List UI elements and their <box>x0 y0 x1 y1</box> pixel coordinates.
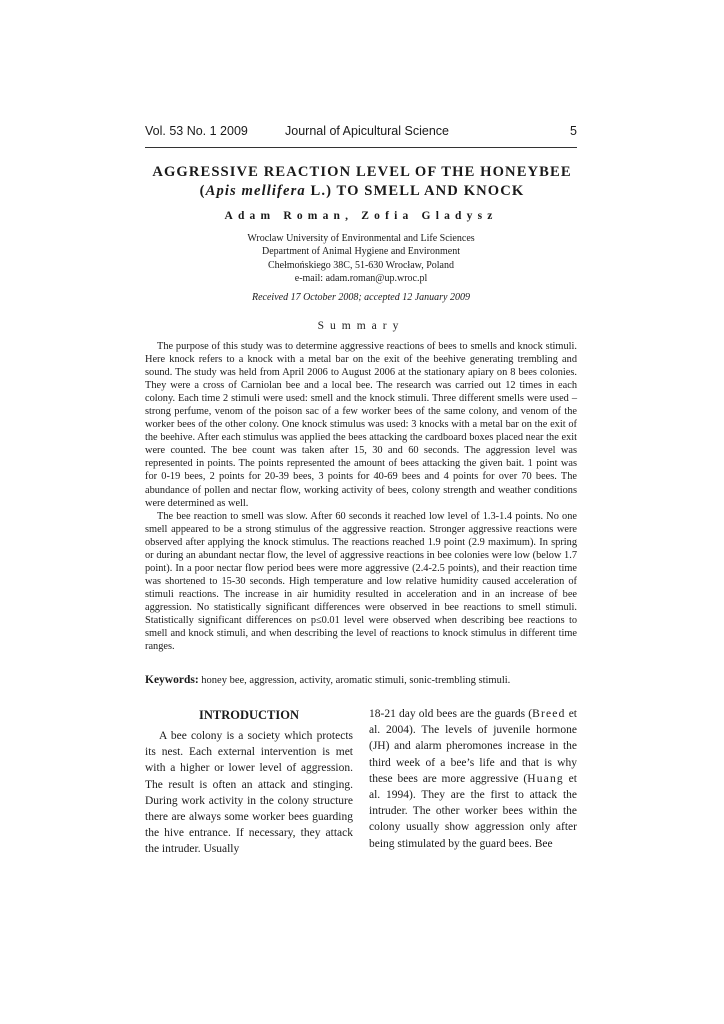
citation-huang: Huang <box>527 772 564 785</box>
keywords <box>145 674 577 686</box>
species-name: Apis mellifera <box>205 183 306 199</box>
introduction-continuation <box>369 706 577 852</box>
article-title <box>120 163 604 201</box>
title-paren: ( <box>199 183 206 199</box>
affiliation-university: Wroclaw University of Environmental and Life Sciences <box>247 233 475 244</box>
received-dates: Received 17 October 2008; accepted 12 January 2009 <box>252 292 470 303</box>
affiliation-address: Chełmońskiego 38C, 51-630 Wrocław, Poland <box>268 259 454 271</box>
volume-info: Vol. 53 No. 1 2009 <box>145 124 248 138</box>
intro-text-2: et al. 2004). The levels of juvenile hormone (JH) and alarm pheromones increase in the third week of a bee’s life and that is why these bees are more aggressive ( <box>369 708 577 785</box>
abstract-paragraph-2: The bee reaction to smell was slow. After 60 seconds it reached low level of 1.3-1.4 points. No one smell appeared to be a strong stimulus of the aggressive reaction. Stronger aggressive reactions were observed after applying the knock stimulus. The reactions reached 1.9 point (2.9 maximum). In spring or during an abundant nectar flow, the level of aggressive reactions in bee colonies were low (below 1.7 point). In a poor nectar flow period bees were more aggressive (2.4-2.5 points), and their reaction time was shortened to 15-30 seconds. High temperature and low relative humidity caused acceleration of stimuli reactions. The increase in air humidity resulted in acceleration and in an increase of bee aggression. No statistically significant differences were observed in bee reactions to smell stimuli. Statistically significant differences on p≤0.01 level were observed when describing bee reactions to smell and knock stimuli, and when describing the level of reactions to knock stimulus in different time ranges. <box>145 510 577 653</box>
citation-breed: Breed <box>532 708 566 720</box>
journal-name: Journal of Apicultural Science <box>285 124 449 138</box>
column-right <box>369 706 577 852</box>
title-line-2 <box>120 182 604 201</box>
author-list: Adam Roman, Zofia Gladysz <box>224 210 498 222</box>
title-line-1: AGGRESSIVE REACTION LEVEL OF THE HONEYBEE <box>152 164 572 180</box>
abstract <box>145 340 577 653</box>
column-left <box>145 706 353 858</box>
introduction-paragraph: A bee colony is a society which protects its nest. Each external intervention is met with a higher or lower level of aggression. The result is often an attack and stinging. During work activity in the colony structure there are always some worker bees guarding the hive entrance. If necessary, they attack the intruder. Usually <box>145 730 353 856</box>
intro-text-3: et al. 1994). They are the first to attack the intruder. The other worker bees within the colony usually show aggression only after being stimulated by the guard bees. Bee <box>369 772 577 850</box>
introduction-heading: INTRODUCTION <box>198 708 299 722</box>
keywords-label: Keywords: <box>145 674 199 686</box>
abstract-paragraph-1: The purpose of this study was to determine aggressive reactions of bees to smells and knock stimuli. Here knock refers to a knock with a metal bar on the exit of the beehive generating trembling and sound. The study was held from April 2006 to August 2006 at the stationary apiary on 8 bees colonies. They were a cross of Carniolan bee and a local bee. The research was carried out 12 times in each colony. Each time 2 stimuli were used: smell and the knock stimuli. Three different smells were used – strong perfume, venom of the poison sac of a few worker bees of the same colony, and venom of the worker bees of the other colony. One knock stimulus was used: 3 knocks with a metal bar on the exit of the beehive. After each stimulus was applied the bees attacking the cardboard boxes placed near the exit were counted. The bee count was taken after 15, 30 and 60 seconds. The aggression level was represented in points. The points represented the amount of bees attacking the given bait. 1 point was for 0-19 bees, 2 points for 20-39 bees, 3 points for 40-69 bees and 4 points for over 70 bees. The abundance of pollen and nectar flow, working activity of bees, colony strength and weather conditions were determined as well. <box>145 341 577 509</box>
intro-text-1: 18-21 day old bees are the guards ( <box>369 708 533 720</box>
header-divider <box>145 147 577 148</box>
keywords-text: honey bee, aggression, activity, aromatic stimuli, sonic-trembling stimuli. <box>198 675 511 686</box>
affiliation-department: Department of Animal Hygiene and Environment <box>261 246 460 258</box>
summary-heading: Summary <box>317 320 405 332</box>
affiliation <box>145 232 577 285</box>
running-header <box>145 124 577 142</box>
affiliation-email: e-mail: adam.roman@up.wroc.pl <box>294 272 428 284</box>
title-line-2-rest: L.) TO SMELL AND KNOCK <box>305 183 525 199</box>
page-number: 5 <box>570 124 577 138</box>
